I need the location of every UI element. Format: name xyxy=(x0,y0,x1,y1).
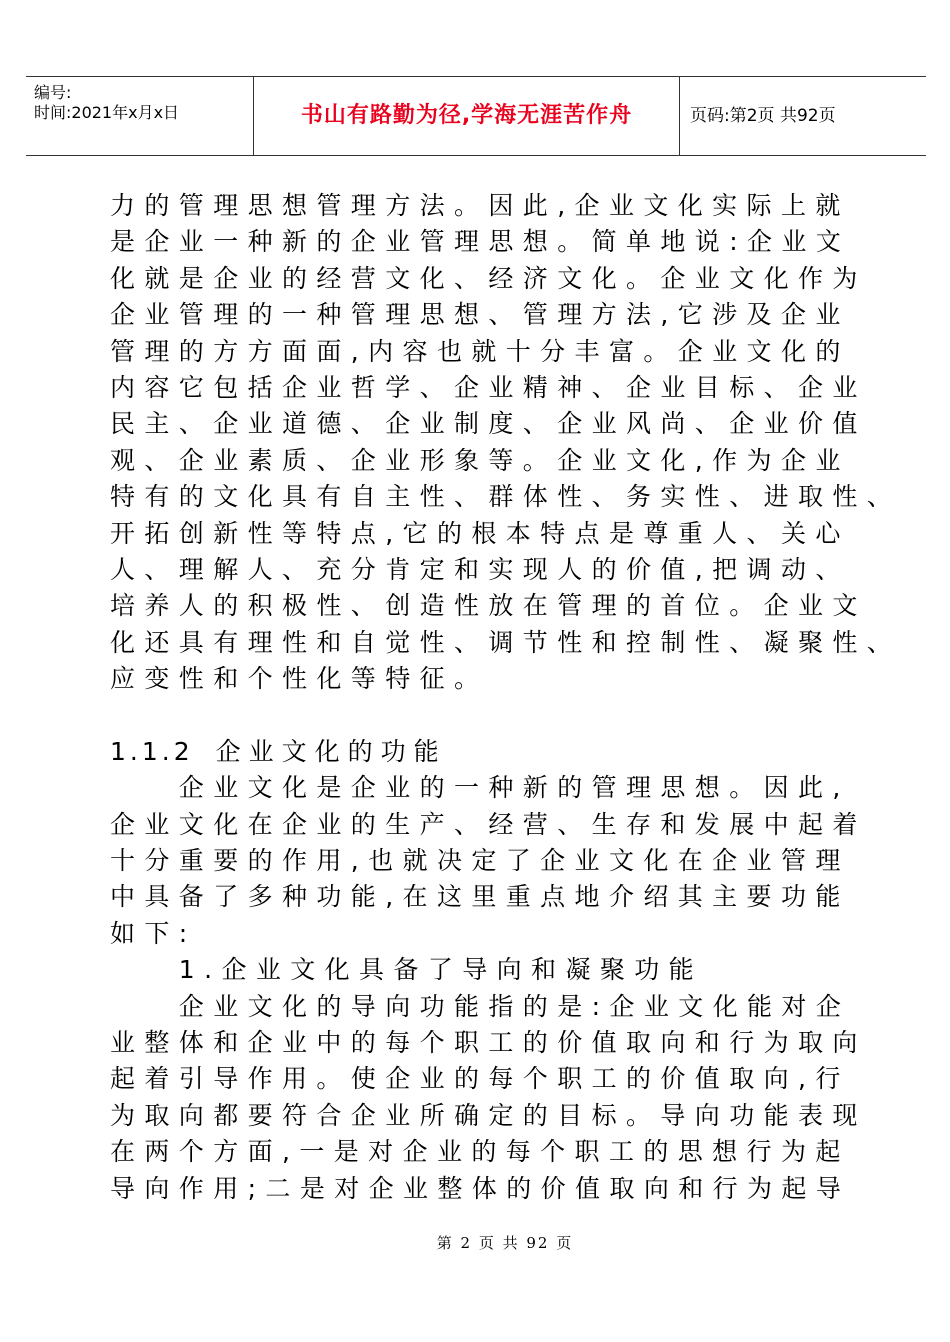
header-meta xyxy=(26,77,254,155)
text-line: 企业文化是企业的一种新的管理思想。因此, xyxy=(110,773,850,803)
text-line: 业整体和企业中的每个职工的价值取向和行为取向 xyxy=(110,1027,867,1057)
page-header xyxy=(26,76,926,156)
text-line: 是企业一种新的企业管理思想。简单地说:企业文 xyxy=(110,227,851,257)
time-label: 时间:2021年x月x日 xyxy=(34,103,180,122)
text-line: 内容它包括企业哲学、企业精神、企业目标、企业 xyxy=(110,372,867,402)
page-footer: 第 2 页 共 92 页 xyxy=(436,1234,574,1252)
section-title: 企业文化的功能 xyxy=(215,736,447,766)
subheading: 1.企业文化具备了导向和凝聚功能 xyxy=(110,955,704,985)
text-line: 化还具有理性和自觉性、调节性和控制性、凝聚性、 xyxy=(110,627,902,657)
text-line: 化就是企业的经营文化、经济文化。企业文化作为 xyxy=(110,263,867,293)
text-line: 民主、企业道德、企业制度、企业风尚、企业价值 xyxy=(110,409,867,439)
header-motto: 书山有路勤为径,学海无涯苦作舟 xyxy=(254,77,680,155)
text-line: 企业管理的一种管理思想、管理方法,它涉及企业 xyxy=(110,300,850,330)
text-line: 特有的文化具有自主性、群体性、务实性、进取性、 xyxy=(110,482,902,512)
text-line: 应变性和个性化等特征。 xyxy=(110,664,489,694)
text-line: 开拓创新性等特点,它的根本特点是尊重人、关心 xyxy=(110,518,850,548)
text-line: 培养人的积极性、创造性放在管理的首位。企业文 xyxy=(110,591,867,621)
text-line: 人、理解人、充分肯定和实现人的价值,把调动、 xyxy=(110,554,850,584)
text-line: 如下: xyxy=(110,918,197,948)
section-heading xyxy=(110,734,870,770)
text-line: 在两个方面,一是对企业的每个职工的思想行为起 xyxy=(110,1137,850,1167)
text-line: 观、企业素质、企业形象等。企业文化,作为企业 xyxy=(110,445,850,475)
paragraph-1 xyxy=(110,188,902,697)
text-line: 管理的方方面面,内容也就十分丰富。企业文化的 xyxy=(110,336,850,366)
text-line: 企业文化的导向功能指的是:企业文化能对企 xyxy=(110,991,851,1021)
text-line: 力的管理思想管理方法。因此,企业文化实际上就 xyxy=(110,191,850,220)
text-line: 起着引导作用。使企业的每个职工的价值取向,行 xyxy=(110,1064,850,1094)
number-label: 编号: xyxy=(34,83,72,102)
paragraph-2 xyxy=(110,770,870,952)
paragraph-3 xyxy=(110,989,870,1207)
text-line: 为取向都要符合企业所确定的目标。导向功能表现 xyxy=(110,1100,867,1130)
text-line: 十分重要的作用,也就决定了企业文化在企业管理 xyxy=(110,846,850,876)
document-body xyxy=(110,188,902,1207)
section-number: 1.1.2 xyxy=(110,736,194,766)
text-line: 企业文化在企业的生产、经营、生存和发展中起着 xyxy=(110,809,867,839)
text-line: 导向作用;二是对企业整体的价值取向和行为起导 xyxy=(110,1173,851,1203)
paragraph-gap xyxy=(110,697,870,733)
text-line: 中具备了多种功能,在这里重点地介绍其主要功能 xyxy=(110,882,850,912)
header-page-info: 页码:第2页 共92页 xyxy=(690,106,836,126)
